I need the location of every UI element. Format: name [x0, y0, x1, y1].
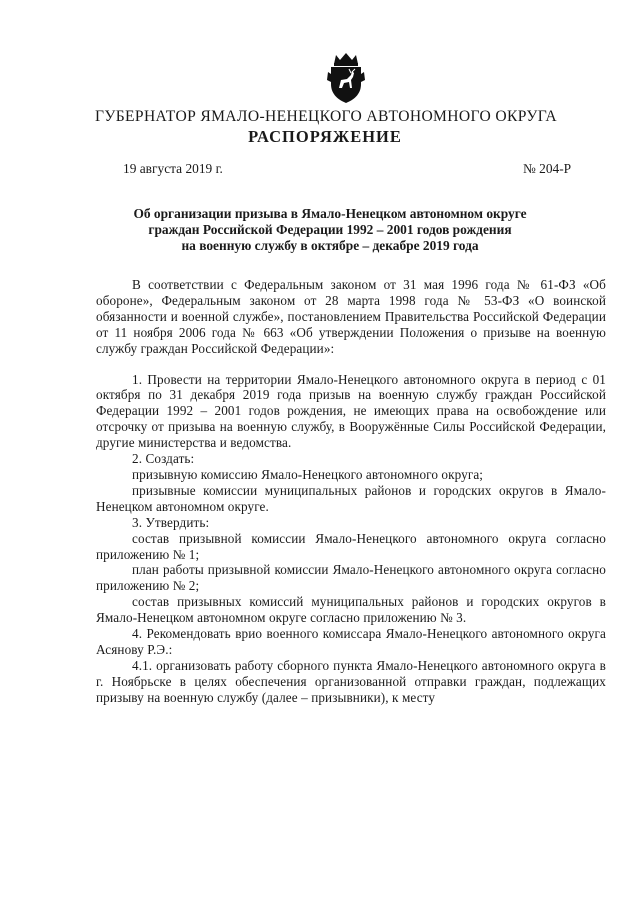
coat-of-arms-icon: [325, 52, 367, 104]
preamble-paragraph: В соответствии с Федеральным законом от 31 мая 1996 года № 61-ФЗ «Об обороне», Федеральным законом от 28 марта 1998 года № 53-ФЗ «О воинской обязанности и военной службе», постановлением Правительства Российской Федерации от 11 ноября 2006 года № 663 «Об утверждении Положения о призыве на военную службу граждан Российской Федерации»:: [96, 277, 606, 356]
clause-2: 2. Создать:: [132, 451, 195, 467]
clause-4-1: 4.1. организовать работу сборного пункта Ямало-Ненецкого автономного округа в г. Ноябрьске в целях обеспечения организованной отправки граждан, подлежащих призыву на военную службу (далее – призывники), к месту: [96, 657, 606, 705]
clause-3-item: состав призывных комиссий муниципальных районов и городских округов в Ямало-Ненецком автономном округе согласно приложению № 3.: [96, 594, 606, 626]
clause-2-item: призывную комиссию Ямало-Ненецкого автономного округа;: [132, 466, 484, 482]
document-date: 19 августа 2019 г.: [123, 161, 223, 176]
title-line: на военную службу в октябре – декабре 2019 года: [181, 238, 479, 253]
document-title: [100, 206, 560, 254]
document-body: [96, 277, 606, 706]
clause-4: 4. Рекомендовать врио военного комиссара Ямало-Ненецкого автономного округа Асянову Р.Э.:: [96, 626, 606, 657]
clause-3-item: состав призывной комиссии Ямало-Ненецкого автономного округа согласно приложению № 1;: [96, 530, 606, 562]
clause-2-item: призывные комиссии муниципальных районов и городских округов в Ямало-Ненецком автономном округе.: [96, 482, 606, 514]
document-number: № 204-Р: [523, 161, 572, 176]
title-line: граждан Российской Федерации 1992 – 2001 годов рождения: [148, 222, 512, 237]
clause-3: 3. Утвердить:: [132, 514, 210, 530]
clause-3-item: план работы призывной комиссии Ямало-Ненецкого автономного округа согласно приложению № 2;: [96, 562, 606, 594]
title-line: Об организации призыва в Ямало-Ненецком автономном округе: [133, 206, 527, 221]
clause-1: 1. Провести на территории Ямало-Ненецкого автономного округа в период с 01 октября по 31 декабря 2019 года призыв на военную службу граждан Российской Федерации 1992 – 2001 годов рождения, не имеющих права на освобождение или отсрочку от призыва на военную службу, в Вооружённые Силы Российской Федерации, другие министерства и ведомства.: [96, 371, 606, 451]
document-type: РАСПОРЯЖЕНИЕ: [248, 127, 402, 146]
issuer-title: ГУБЕРНАТОР ЯМАЛО-НЕНЕЦКОГО АВТОНОМНОГО ОКРУГА: [94, 108, 557, 125]
